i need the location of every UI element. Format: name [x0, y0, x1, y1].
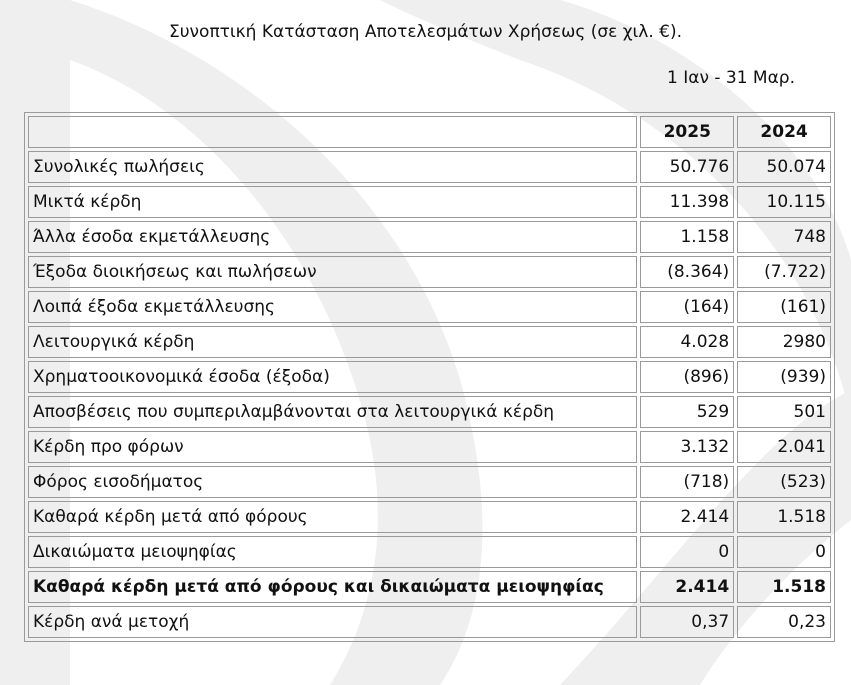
row-value-2025: 0 — [640, 536, 734, 568]
row-label: Καθαρά κέρδη μετά από φόρους και δικαιώματα μειοψηφίας — [28, 571, 637, 603]
table-row — [28, 606, 831, 638]
row-value-2025: 2.414 — [640, 501, 734, 533]
row-value-2025: (164) — [640, 291, 734, 323]
table-row — [28, 256, 831, 288]
row-value-2025: (718) — [640, 466, 734, 498]
row-label: Λειτουργικά κέρδη — [28, 326, 637, 358]
row-value-2024: 2980 — [737, 326, 831, 358]
row-value-2024: 1.518 — [737, 571, 831, 603]
report-title: Συνοπτική Κατάσταση Αποτελεσμάτων Χρήσεως (σε χιλ. €). — [168, 22, 683, 42]
table-row — [28, 151, 831, 183]
row-value-2024: (939) — [737, 361, 831, 393]
header-year-2024: 2024 — [737, 116, 831, 148]
row-value-2025: 50.776 — [640, 151, 734, 183]
table-row — [28, 431, 831, 463]
row-label: Φόρος εισοδήματος — [28, 466, 637, 498]
row-label: Κέρδη ανά μετοχή — [28, 606, 637, 638]
table-row — [28, 536, 831, 568]
row-value-2025: 11.398 — [640, 186, 734, 218]
header-label-cell — [28, 116, 637, 148]
table-row — [28, 466, 831, 498]
table-header-row — [28, 116, 831, 148]
row-label: Κέρδη προ φόρων — [28, 431, 637, 463]
row-value-2024: 0,23 — [737, 606, 831, 638]
row-value-2025: (8.364) — [640, 256, 734, 288]
table-row — [28, 326, 831, 358]
row-value-2024: 1.518 — [737, 501, 831, 533]
row-value-2024: 501 — [737, 396, 831, 428]
row-label: Δικαιώματα μειοψηφίας — [28, 536, 637, 568]
row-value-2024: (161) — [737, 291, 831, 323]
table-row — [28, 291, 831, 323]
table-row — [28, 186, 831, 218]
row-value-2025: 1.158 — [640, 221, 734, 253]
row-value-2024: 50.074 — [737, 151, 831, 183]
table-row — [28, 501, 831, 533]
table-row — [28, 396, 831, 428]
row-value-2025: (896) — [640, 361, 734, 393]
row-value-2024: 748 — [737, 221, 831, 253]
row-value-2025: 4.028 — [640, 326, 734, 358]
row-label: Συνολικές πωλήσεις — [28, 151, 637, 183]
header-year-2025: 2025 — [640, 116, 734, 148]
table-row — [28, 361, 831, 393]
income-statement-table — [24, 112, 835, 642]
row-label: Άλλα έσοδα εκμετάλλευσης — [28, 221, 637, 253]
row-value-2025: 2.414 — [640, 571, 734, 603]
row-value-2025: 3.132 — [640, 431, 734, 463]
row-label: Χρηματοοικονομικά έσοδα (έξοδα) — [28, 361, 637, 393]
table-row — [28, 571, 831, 603]
row-value-2024: (523) — [737, 466, 831, 498]
row-value-2024: 10.115 — [737, 186, 831, 218]
row-label: Αποσβέσεις που συμπεριλαμβάνονται στα λειτουργικά κέρδη — [28, 396, 637, 428]
row-label: Καθαρά κέρδη μετά από φόρους — [28, 501, 637, 533]
row-label: Έξοδα διοικήσεως και πωλήσεων — [28, 256, 637, 288]
report-period: 1 Ιαν - 31 Μαρ. — [667, 68, 795, 88]
row-value-2025: 529 — [640, 396, 734, 428]
row-value-2024: 0 — [737, 536, 831, 568]
row-label: Λοιπά έξοδα εκμετάλλευσης — [28, 291, 637, 323]
row-value-2025: 0,37 — [640, 606, 734, 638]
table-row — [28, 221, 831, 253]
row-value-2024: (7.722) — [737, 256, 831, 288]
row-value-2024: 2.041 — [737, 431, 831, 463]
row-label: Μικτά κέρδη — [28, 186, 637, 218]
